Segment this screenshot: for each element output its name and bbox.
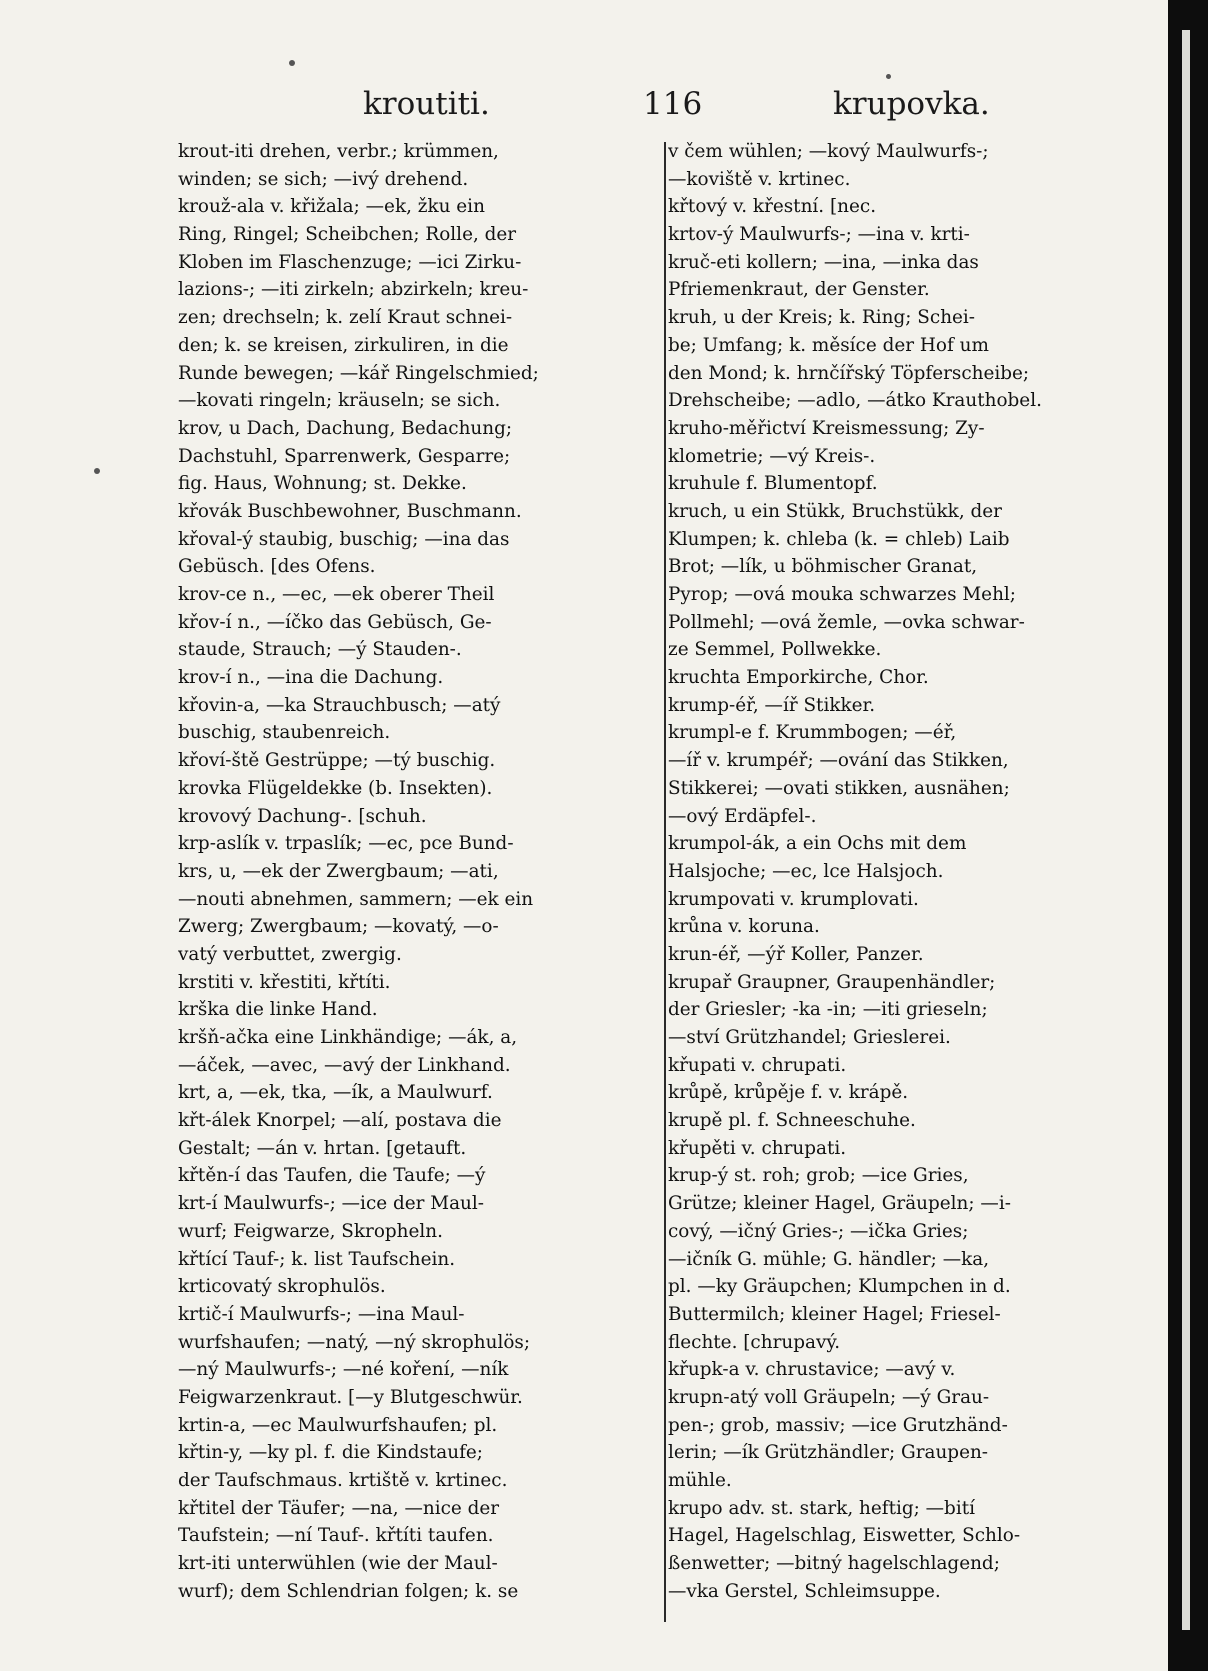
entry-line: Gebüsch. [des Ofens. xyxy=(178,556,376,578)
entry-line: krtov-ý Maulwurfs-; —ina v. krti- xyxy=(668,224,970,246)
entry-line: krupn-atý voll Gräupeln; —ý Grau- xyxy=(668,1386,990,1408)
entry-line: krška die linke Hand. xyxy=(178,999,378,1021)
entry-line: der Griesler; -ka -in; —iti grieseln; xyxy=(668,999,988,1021)
entry-line: krup-ý st. roh; grob; —ice Gries, xyxy=(668,1165,969,1187)
entry-line: krovový Dachung-. [schuh. xyxy=(178,805,427,827)
entry-line: fig. Haus, Wohnung; st. Dekke. xyxy=(178,473,467,495)
entry-line: kruh, u der Kreis; k. Ring; Schei- xyxy=(668,307,976,329)
entry-line: křtěn-í das Taufen, die Taufe; —ý xyxy=(178,1165,486,1187)
page-speck xyxy=(886,74,891,79)
page-header xyxy=(60,86,1060,146)
page-speck xyxy=(289,60,295,66)
header-guide-word-left: kroutiti. xyxy=(363,86,490,122)
entry-line: —nouti abnehmen, sammern; —ek ein xyxy=(178,888,534,910)
entry-line: křtitel der Täufer; —na, —nice der xyxy=(178,1497,500,1519)
entry-line: wurfshaufen; —natý, —ný skrophulös; xyxy=(178,1331,531,1353)
entry-line: krumpol-ák, a ein Ochs mit dem xyxy=(668,833,967,855)
entry-line: krt, a, —ek, tka, —ík, a Maulwurf. xyxy=(178,1082,493,1104)
entry-line: krupo adv. st. stark, heftig; —bití xyxy=(668,1497,975,1519)
entry-line: Taufstein; —ní Tauf-. křtíti taufen. xyxy=(178,1525,494,1547)
left-column xyxy=(178,138,663,1638)
entry-line: křupati v. chrupati. xyxy=(668,1054,847,1076)
entry-line: Dachstuhl, Sparrenwerk, Gesparre; xyxy=(178,445,511,467)
entry-line: kruč-eti kollern; —ina, —inka das xyxy=(668,251,979,273)
entry-line: kršň-ačka eine Linkhändige; —ák, a, xyxy=(178,1027,518,1048)
entry-line: Kloben im Flaschenzuge; —ici Zirku- xyxy=(178,251,522,273)
entry-line: Grütze; kleiner Hagel, Gräupeln; —i- xyxy=(668,1193,1011,1215)
entry-line: Halsjoche; —ec, lce Halsjoch. xyxy=(668,860,944,882)
entry-line: Runde bewegen; —kář Ringelschmied; xyxy=(178,362,539,384)
entry-line: křupk-a v. chrustavice; —avý v. xyxy=(668,1359,956,1381)
entry-line: krupař Graupner, Graupenhändler; xyxy=(668,971,996,993)
entry-line: zen; drechseln; k. zelí Kraut schnei- xyxy=(178,307,513,329)
entry-line: staude, Strauch; —ý Stauden-. xyxy=(178,639,462,661)
entry-line: vatý verbuttet, zwergig. xyxy=(178,943,402,965)
entry-line: —ný Maulwurfs-; —né koření, —ník xyxy=(178,1359,509,1381)
right-column xyxy=(668,138,1133,1638)
entry-line: pl. —ky Gräupchen; Klumpchen in d. xyxy=(668,1276,1011,1298)
entry-line: Gestalt; —án v. hrtan. [getauft. xyxy=(178,1137,467,1159)
entry-line: křoví-ště Gestrüppe; —tý buschig. xyxy=(178,750,496,772)
entry-line: kruch, u ein Stükk, Bruchstükk, der xyxy=(668,500,1002,522)
entry-line: kruhule f. Blumentopf. xyxy=(668,473,878,495)
entry-line: krump-éř, —íř Stikker. xyxy=(668,694,876,716)
entry-line: křtový v. křestní. [nec. xyxy=(668,196,877,218)
entry-line: lerin; —ík Grützhändler; Graupen- xyxy=(668,1442,989,1464)
entry-line: krůna v. koruna. xyxy=(668,916,820,938)
entry-line: krupě pl. f. Schneeschuhe. xyxy=(668,1110,916,1132)
entry-line: krov, u Dach, Dachung, Bedachung; xyxy=(178,417,513,439)
entry-line: krůpě, krůpěje f. v. krápě. xyxy=(668,1082,909,1104)
entry-line: den Mond; k. hrnčířský Töpferscheibe; xyxy=(668,362,1030,384)
entry-line: krs, u, —ek der Zwergbaum; —ati, xyxy=(178,860,499,882)
entry-line: křov-í n., —íčko das Gebüsch, Ge- xyxy=(178,611,492,633)
entry-line: —íř v. krumpéř; —ování das Stikken, xyxy=(668,750,1009,772)
entry-line: Pfriemenkraut, der Genster. xyxy=(668,279,930,301)
entry-line: Brot; —lík, u böhmischer Granat, xyxy=(668,556,978,578)
entry-line: ßenwetter; —bitný hagelschlagend; xyxy=(668,1553,1000,1575)
entry-line: Pollmehl; —ová žemle, —ovka schwar- xyxy=(668,611,1025,633)
entry-line: Pyrop; —ová mouka schwarzes Mehl; xyxy=(668,584,1016,605)
entry-line: křovák Buschbewohner, Buschmann. xyxy=(178,500,522,522)
entry-line: krt-í Maulwurfs-; —ice der Maul- xyxy=(178,1193,484,1215)
entry-line: mühle. xyxy=(668,1470,732,1491)
page-speck xyxy=(94,468,100,474)
entry-line: klometrie; —vý Kreis-. xyxy=(668,445,876,467)
entry-line: winden; se sich; —ivý drehend. xyxy=(178,168,469,190)
entry-line: der Taufschmaus. krtiště v. krtinec. xyxy=(178,1470,508,1491)
entry-line: Buttermilch; kleiner Hagel; Friesel- xyxy=(668,1303,1001,1325)
entry-line: Ring, Ringel; Scheibchen; Rolle, der xyxy=(178,224,517,246)
entry-line: Feigwarzenkraut. [—y Blutgeschwür. xyxy=(178,1386,523,1408)
entry-line: Stikkerei; —ovati stikken, ausnähen; xyxy=(668,777,1010,799)
entry-line: lazions-; —iti zirkeln; abzirkeln; kreu- xyxy=(178,279,529,301)
entry-line: křovin-a, —ka Strauchbusch; —atý xyxy=(178,694,501,716)
entry-line: flechte. [chrupavý. xyxy=(668,1331,841,1353)
scan-edge-strip xyxy=(1182,30,1190,1630)
entry-line: krovka Flügeldekke (b. Insekten). xyxy=(178,777,493,799)
entry-line: pen-; grob, massiv; —ice Grutzhänd- xyxy=(668,1414,1008,1436)
entry-line: křt-álek Knorpel; —alí, postava die xyxy=(178,1110,502,1132)
entry-line: krouž-ala v. křižala; —ek, žku ein xyxy=(178,196,485,218)
entry-line: krstiti v. křestiti, křtíti. xyxy=(178,971,391,993)
entry-line: Klumpen; k. chleba (k. = chleb) Laib xyxy=(668,528,1010,550)
page-number: 116 xyxy=(643,86,703,122)
entry-line: krun-éř, —ýř Koller, Panzer. xyxy=(668,943,924,965)
entry-line: krout-iti drehen, verbr.; krümmen, xyxy=(178,141,499,162)
entry-line: —ový Erdäpfel-. xyxy=(668,805,817,827)
entry-line: cový, —ičný Gries-; —ička Gries; xyxy=(668,1220,969,1242)
entry-line: be; Umfang; k. měsíce der Hof um xyxy=(668,334,989,356)
entry-line: —kovati ringeln; kräuseln; se sich. xyxy=(178,390,501,412)
entry-line: —koviště v. krtinec. xyxy=(668,168,851,190)
entry-line: Drehscheibe; —adlo, —átko Krauthobel. xyxy=(668,390,1042,412)
entry-line: krumpl-e f. Krummbogen; —éř, xyxy=(668,722,957,744)
entry-line: krumpovati v. krumplovati. xyxy=(668,888,919,910)
entry-line: v čem wühlen; —kový Maulwurfs-; xyxy=(668,141,989,162)
entry-line: buschig, staubenreich. xyxy=(178,722,391,744)
entry-line: Zwerg; Zwergbaum; —kovatý, —o- xyxy=(178,916,499,938)
entry-line: krp-aslík v. trpaslík; —ec, pce Bund- xyxy=(178,833,514,855)
entry-line: krt-iti unterwühlen (wie der Maul- xyxy=(178,1553,498,1575)
entry-line: —vka Gerstel, Schleimsuppe. xyxy=(668,1580,941,1602)
entry-line: křoval-ý staubig, buschig; —ina das xyxy=(178,528,510,550)
entry-line: křupěti v. chrupati. xyxy=(668,1137,847,1159)
entry-line: křtící Tauf-; k. list Taufschein. xyxy=(178,1248,456,1270)
column-divider xyxy=(664,142,666,1622)
entry-line: wurf; Feigwarze, Skropheln. xyxy=(178,1220,443,1242)
entry-line: kruchta Emporkirche, Chor. xyxy=(668,667,929,689)
entry-line: kruho-měřictví Kreismessung; Zy- xyxy=(668,417,985,439)
entry-line: ze Semmel, Pollwekke. xyxy=(668,639,882,661)
entry-line: krov-í n., —ina die Dachung. xyxy=(178,667,444,689)
entry-line: —ičník G. mühle; G. händler; —ka, xyxy=(668,1248,990,1270)
entry-line: krtič-í Maulwurfs-; —ina Maul- xyxy=(178,1303,465,1325)
entry-line: krtin-a, —ec Maulwurfshaufen; pl. xyxy=(178,1414,498,1436)
entry-line: křtin-y, —ky pl. f. die Kindstaufe; xyxy=(178,1442,484,1464)
entry-line: krticovatý skrophulös. xyxy=(178,1276,386,1298)
entry-line: —ství Grützhandel; Grieslerei. xyxy=(668,1027,951,1048)
entry-line: wurf); dem Schlendrian folgen; k. se xyxy=(178,1580,519,1602)
entry-line: —áček, —avec, —avý der Linkhand. xyxy=(178,1054,511,1076)
entry-line: krov-ce n., —ec, —ek oberer Theil xyxy=(178,584,495,605)
entry-line: Hagel, Hagelschlag, Eiswetter, Schlo- xyxy=(668,1525,1021,1547)
entry-line: den; k. se kreisen, zirkuliren, in die xyxy=(178,334,509,356)
header-guide-word-right: krupovka. xyxy=(833,86,990,122)
